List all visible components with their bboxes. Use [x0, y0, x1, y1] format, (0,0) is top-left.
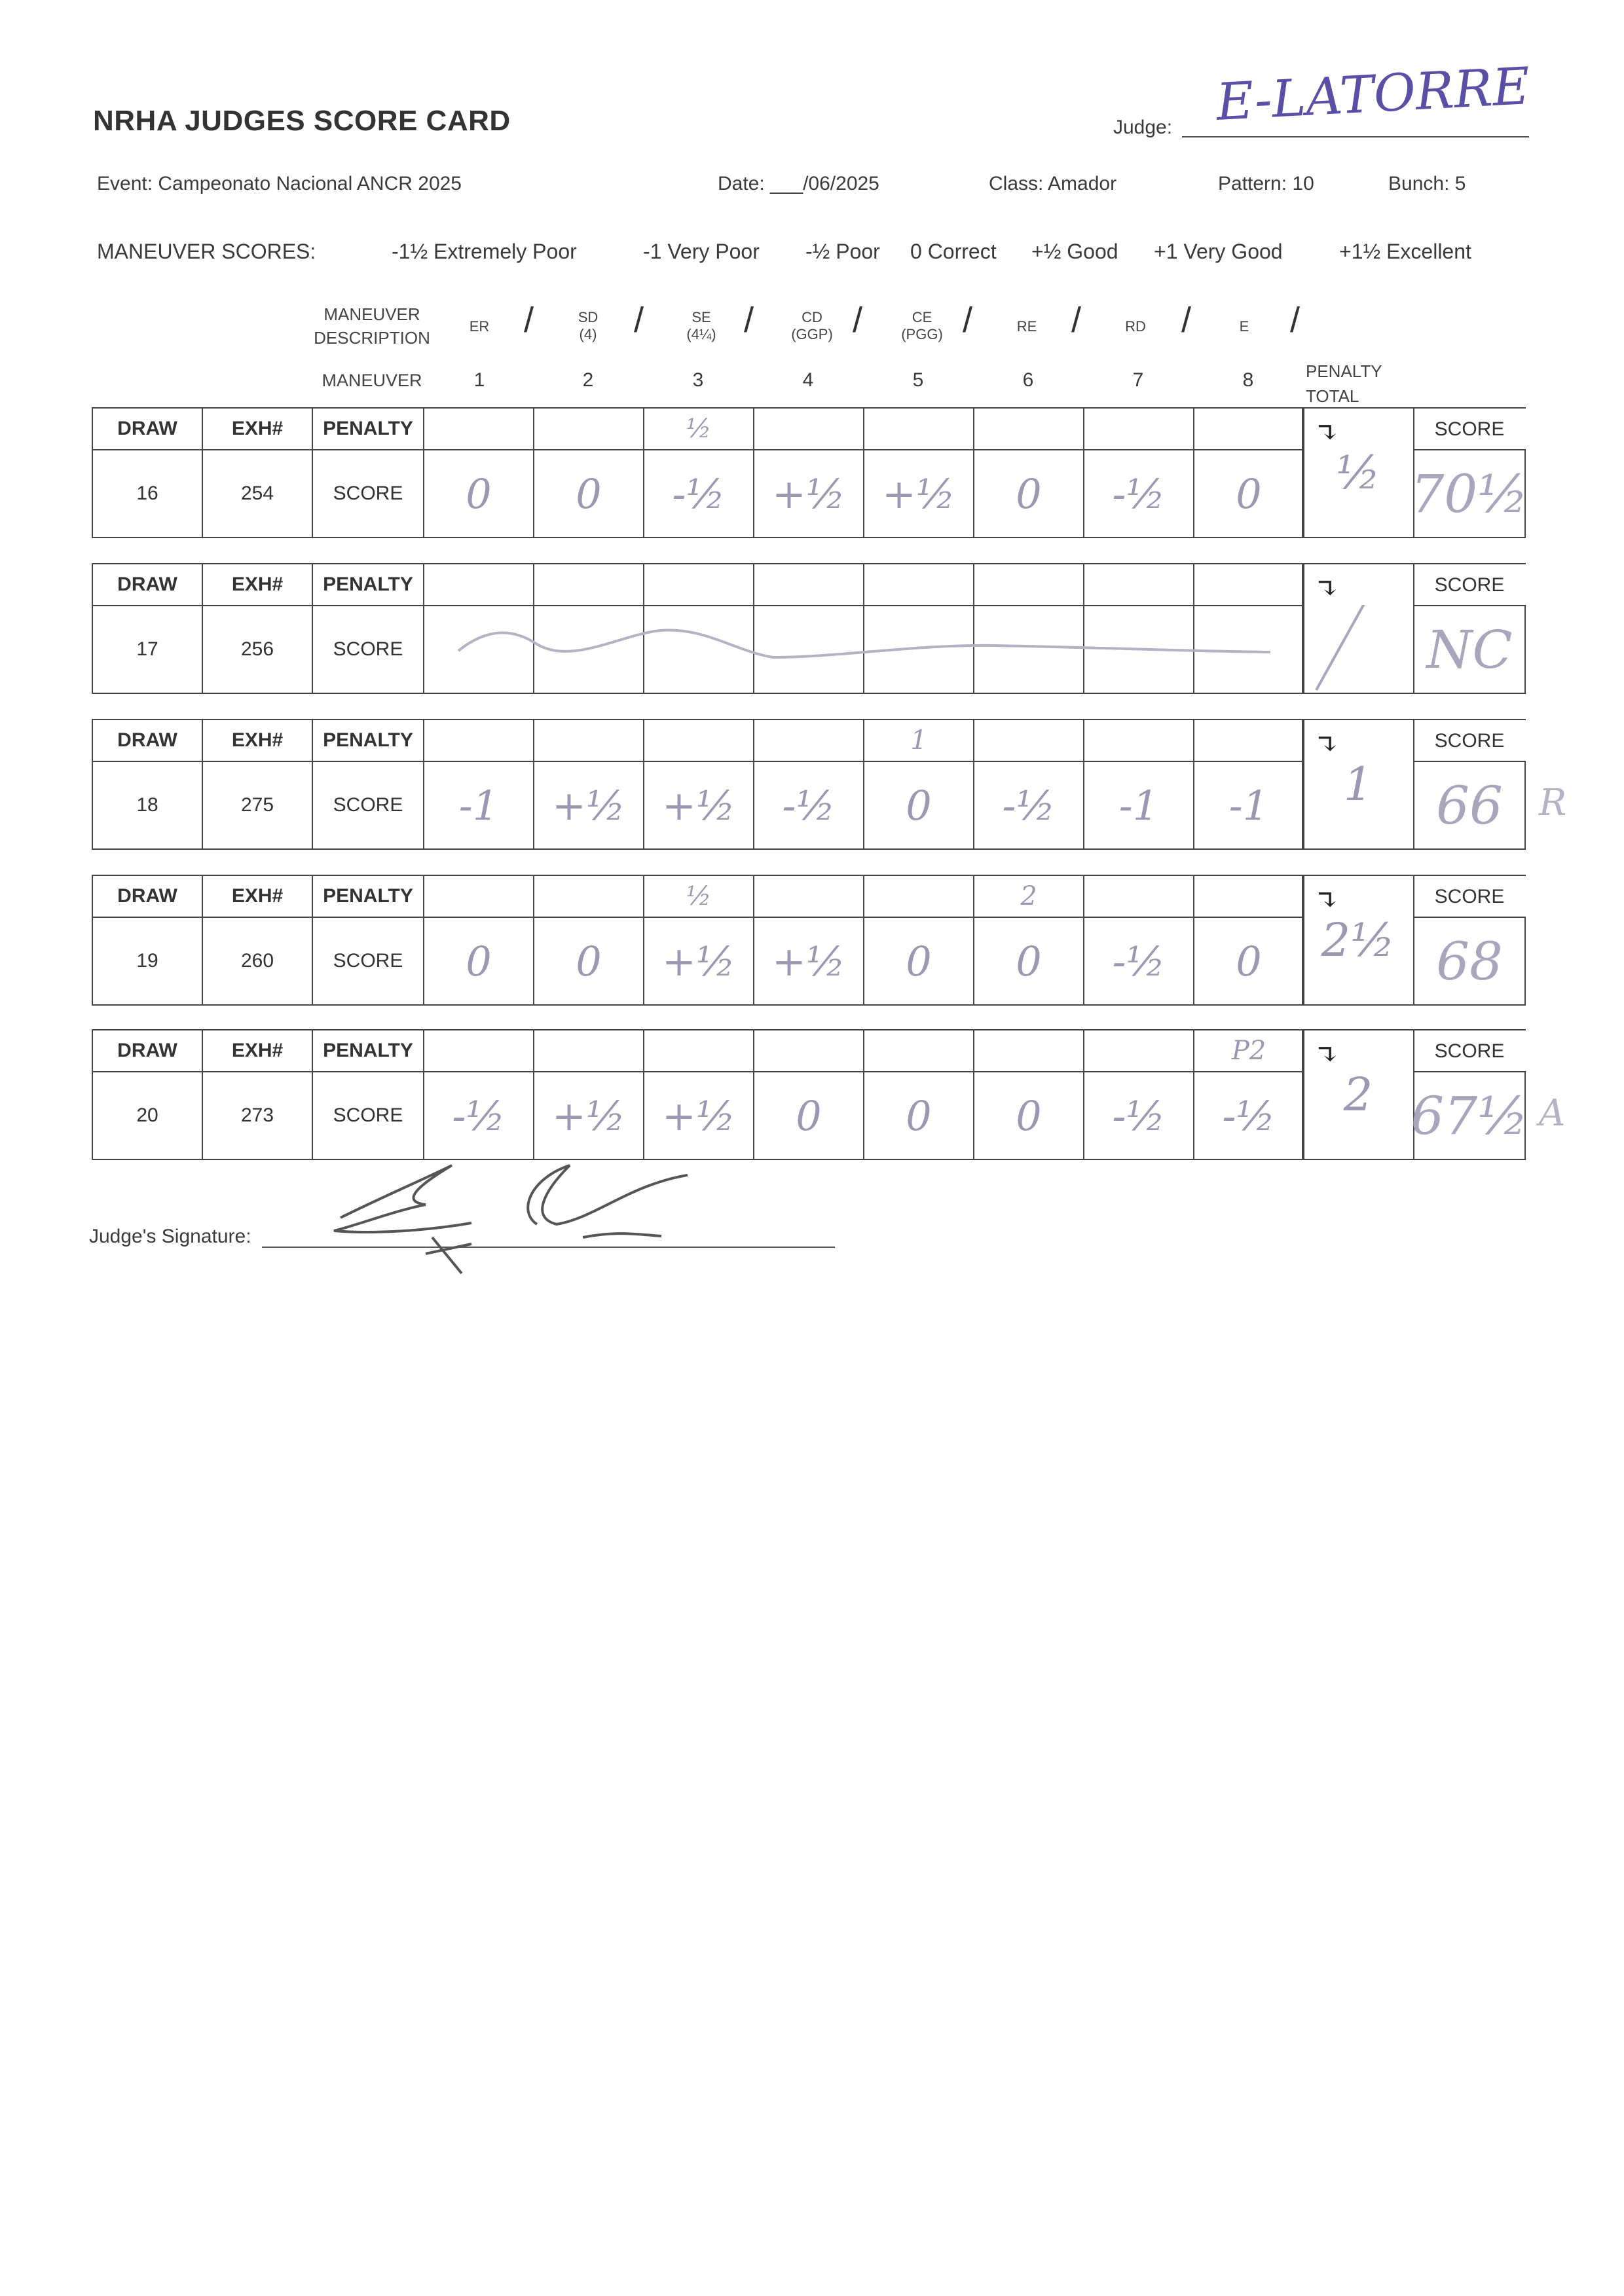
separator-slash: /: [1181, 301, 1192, 340]
maneuver-score-cell[interactable]: 0: [423, 449, 534, 538]
score-entry-block: [92, 1029, 1566, 1160]
code-text: RD: [1125, 318, 1146, 335]
code-text: CE: [912, 309, 932, 325]
maneuver-penalty-cell[interactable]: 1: [863, 719, 974, 762]
arrow-down-right-icon: ↴: [1315, 884, 1339, 917]
maneuver-score-cell[interactable]: 0: [1193, 449, 1304, 538]
maneuver-score-cell[interactable]: 0: [863, 1071, 974, 1160]
separator-slash: /: [744, 301, 754, 340]
maneuver-score-cell[interactable]: 0: [533, 917, 644, 1006]
draw-number: 20: [92, 1071, 203, 1160]
signature-label: Judge's Signature:: [89, 1226, 251, 1247]
exh-label: EXH#: [202, 1029, 313, 1072]
card-title: NRHA JUDGES SCORE CARD: [93, 105, 511, 137]
maneuver-penalty-cell[interactable]: [863, 1029, 974, 1072]
maneuver-penalty-cell[interactable]: ½: [643, 407, 754, 450]
maneuver-score-cell[interactable]: 0: [973, 917, 1084, 1006]
date-field: Date: ___/06/2025: [718, 173, 879, 194]
score-row-label: SCORE: [312, 1071, 424, 1160]
maneuver-penalty-cell[interactable]: [423, 875, 534, 918]
maneuver-score-cell[interactable]: 0: [423, 917, 534, 1006]
exh-number: 256: [202, 605, 313, 694]
exh-label: EXH#: [202, 563, 313, 606]
final-score-cell[interactable]: 66: [1413, 761, 1526, 850]
maneuver-penalty-cell[interactable]: [1193, 563, 1304, 606]
draw-number: 18: [92, 761, 203, 850]
exh-label: EXH#: [202, 875, 313, 918]
score-entry-block: [92, 875, 1526, 1006]
maneuver-code: [889, 309, 955, 343]
code-text: SD: [578, 309, 599, 325]
code-sub: (PGG): [901, 326, 943, 342]
maneuver-score-cell[interactable]: -½: [1083, 449, 1194, 538]
maneuver-penalty-cell[interactable]: [643, 1029, 754, 1072]
penalty-label: PENALTY: [312, 875, 424, 918]
maneuver-code: [779, 309, 845, 343]
maneuver-code: [453, 318, 506, 335]
maneuver-code: [1001, 318, 1053, 335]
maneuver-score-cell[interactable]: +½: [753, 917, 864, 1006]
maneuver-penalty-cell[interactable]: ½: [643, 875, 754, 918]
exh-number: 273: [202, 1071, 313, 1160]
maneuver-code: [1109, 318, 1162, 335]
penalty-total-label: [1306, 359, 1397, 409]
exh-number: 275: [202, 761, 313, 850]
maneuver-penalty-cell[interactable]: [423, 563, 534, 606]
maneuver-penalty-cell[interactable]: [863, 407, 974, 450]
maneuver-penalty-cell[interactable]: [973, 1029, 1084, 1072]
arrow-down-right-icon: ↴: [1315, 728, 1339, 761]
penalty-total-cell[interactable]: [1302, 407, 1414, 538]
maneuver-score-cell[interactable]: 0: [533, 449, 644, 538]
maneuver-penalty-cell[interactable]: [1193, 407, 1304, 450]
final-score-label: SCORE: [1413, 719, 1526, 762]
maneuver-penalty-cell[interactable]: [533, 1029, 644, 1072]
code-text: ER: [469, 318, 490, 335]
scale-item: +½ Good: [1031, 240, 1118, 263]
maneuver-score-cell[interactable]: -½: [1193, 1071, 1304, 1160]
maneuver-score-cell[interactable]: -½: [753, 761, 864, 850]
code-text: RE: [1016, 318, 1037, 335]
score-row-label: SCORE: [312, 917, 424, 1006]
maneuver-score-cell[interactable]: +½: [863, 449, 974, 538]
separator-slash: /: [963, 301, 973, 340]
penalty-total-value: ½: [1336, 446, 1380, 500]
score-entry-block: [92, 563, 1526, 694]
maneuver-number: 7: [1132, 369, 1144, 391]
arrow-down-right-icon: ↴: [1315, 416, 1339, 450]
penalty-total-value: 2½: [1321, 913, 1395, 967]
separator-slash: /: [634, 301, 644, 340]
penalty-total-line1: PENALTY: [1306, 361, 1382, 381]
maneuver-score-cell[interactable]: -½: [1083, 917, 1194, 1006]
separator-slash: /: [1071, 301, 1082, 340]
maneuver-row-label: MANEUVER: [322, 371, 422, 390]
maneuver-score-cell[interactable]: 0: [863, 761, 974, 850]
final-score-cell[interactable]: 67½: [1413, 1071, 1526, 1160]
draw-label: DRAW: [92, 1029, 203, 1072]
maneuver-number: 5: [912, 369, 924, 391]
maneuver-penalty-cell[interactable]: [1083, 1029, 1194, 1072]
maneuver-penalty-cell[interactable]: [643, 563, 754, 606]
penalty-label: PENALTY: [312, 719, 424, 762]
score-entry-block: [92, 719, 1567, 850]
maneuver-penalty-cell[interactable]: [753, 719, 864, 762]
exh-number: 254: [202, 449, 313, 538]
maneuver-penalty-cell[interactable]: [423, 719, 534, 762]
draw-number: 17: [92, 605, 203, 694]
maneuver-penalty-cell[interactable]: [973, 563, 1084, 606]
no-score-strike-line: [419, 605, 1401, 697]
maneuver-number: 1: [473, 369, 485, 391]
scale-item: 0 Correct: [910, 240, 997, 263]
exh-number: 260: [202, 917, 313, 1006]
maneuver-penalty-cell[interactable]: P2: [1193, 1029, 1304, 1072]
maneuver-number: 4: [802, 369, 814, 391]
scale-item: -1½ Extremely Poor: [392, 240, 577, 263]
score-annotation: A: [1539, 1092, 1566, 1135]
maneuver-penalty-cell[interactable]: [753, 875, 864, 918]
penalty-total-cell[interactable]: [1302, 719, 1414, 850]
arrow-down-right-icon: ↴: [1315, 1038, 1339, 1072]
maneuver-score-cell[interactable]: +½: [643, 917, 754, 1006]
draw-label: DRAW: [92, 875, 203, 918]
maneuver-penalty-cell[interactable]: [1083, 563, 1194, 606]
maneuver-penalty-cell[interactable]: [1193, 875, 1304, 918]
maneuver-score-cell[interactable]: -½: [1083, 1071, 1194, 1160]
code-text: CD: [802, 309, 822, 325]
maneuver-penalty-cell[interactable]: [753, 407, 864, 450]
maneuver-penalty-cell[interactable]: [1083, 407, 1194, 450]
draw-label: DRAW: [92, 563, 203, 606]
draw-number: 19: [92, 917, 203, 1006]
bunch-field: Bunch: 5: [1388, 173, 1466, 194]
code-text: SE: [692, 309, 711, 325]
maneuver-number: 2: [582, 369, 594, 391]
maneuver-score-cell[interactable]: +½: [643, 761, 754, 850]
score-row-label: SCORE: [312, 605, 424, 694]
maneuver-penalty-cell[interactable]: [973, 719, 1084, 762]
maneuver-description-label: [306, 302, 437, 350]
maneuver-score-cell[interactable]: -½: [423, 1071, 534, 1160]
maneuver-number: 6: [1022, 369, 1034, 391]
maneuver-code: [1218, 318, 1270, 335]
code-sub: (GGP): [791, 326, 833, 342]
maneuver-penalty-cell[interactable]: [863, 563, 974, 606]
penalty-total-line2: TOTAL: [1306, 386, 1359, 406]
maneuver-penalty-cell[interactable]: [533, 875, 644, 918]
score-row-label: SCORE: [312, 761, 424, 850]
maneuver-penalty-cell[interactable]: [423, 407, 534, 450]
desc-label-line2: DESCRIPTION: [314, 328, 430, 348]
maneuver-score-cell[interactable]: 0: [863, 917, 974, 1006]
score-annotation: R: [1539, 782, 1567, 824]
score-entry-block: [92, 407, 1526, 538]
arrow-down-right-icon: ↴: [1315, 572, 1339, 606]
judge-line: [1182, 136, 1529, 137]
maneuver-score-cell[interactable]: -1: [1193, 761, 1304, 850]
scale-item: -1 Very Poor: [643, 240, 760, 263]
separator-slash: /: [524, 301, 534, 340]
maneuver-score-cell[interactable]: +½: [643, 1071, 754, 1160]
maneuver-score-cell[interactable]: 0: [1193, 917, 1304, 1006]
judge-name-handwritten: E-LATORRE: [1215, 57, 1532, 132]
final-score-label: SCORE: [1413, 407, 1526, 450]
exh-label: EXH#: [202, 719, 313, 762]
penalty-label: PENALTY: [312, 1029, 424, 1072]
draw-number: 16: [92, 449, 203, 538]
maneuver-score-cell[interactable]: 0: [753, 1071, 864, 1160]
maneuver-number: 8: [1242, 369, 1254, 391]
judge-label: Judge:: [1113, 117, 1173, 138]
class-field: Class: Amador: [989, 173, 1117, 194]
maneuver-penalty-cell[interactable]: [533, 407, 644, 450]
maneuver-penalty-cell[interactable]: [1083, 875, 1194, 918]
penalty-label: PENALTY: [312, 563, 424, 606]
final-score-cell[interactable]: 70½: [1413, 449, 1526, 538]
maneuver-code: [672, 309, 731, 343]
draw-label: DRAW: [92, 407, 203, 450]
separator-slash: /: [1290, 301, 1301, 340]
final-score-label: SCORE: [1413, 1029, 1526, 1072]
final-score-label: SCORE: [1413, 875, 1526, 918]
pattern-field: Pattern: 10: [1218, 173, 1314, 194]
maneuver-penalty-cell[interactable]: 2: [973, 875, 1084, 918]
maneuver-number: 3: [692, 369, 704, 391]
score-row-label: SCORE: [312, 449, 424, 538]
judge-signature: [321, 1139, 688, 1296]
maneuver-score-cell[interactable]: -½: [643, 449, 754, 538]
final-score-label: SCORE: [1413, 563, 1526, 606]
maneuver-score-cell[interactable]: +½: [533, 1071, 644, 1160]
penalty-total-cell[interactable]: [1302, 1029, 1414, 1160]
maneuver-penalty-cell[interactable]: [973, 407, 1084, 450]
maneuver-penalty-cell[interactable]: [753, 563, 864, 606]
maneuver-penalty-cell[interactable]: [1083, 719, 1194, 762]
maneuver-score-cell[interactable]: -½: [973, 761, 1084, 850]
maneuver-penalty-cell[interactable]: [1193, 719, 1304, 762]
penalty-label: PENALTY: [312, 407, 424, 450]
code-sub: (4): [579, 326, 597, 342]
scale-item: -½ Poor: [805, 240, 880, 263]
final-score-cell[interactable]: NC: [1413, 605, 1526, 694]
exh-label: EXH#: [202, 407, 313, 450]
penalty-total-cell[interactable]: [1302, 875, 1414, 1006]
scale-item: +1½ Excellent: [1339, 240, 1471, 263]
scale-item: +1 Very Good: [1154, 240, 1283, 263]
maneuver-score-cell[interactable]: -1: [1083, 761, 1194, 850]
code-sub: (4¼): [686, 326, 716, 342]
separator-slash: /: [853, 301, 863, 340]
final-score-cell[interactable]: 68: [1413, 917, 1526, 1006]
event-field: Event: Campeonato Nacional ANCR 2025: [97, 173, 462, 194]
maneuver-score-cell[interactable]: +½: [753, 449, 864, 538]
code-text: E: [1239, 318, 1249, 335]
maneuver-scores-label: MANEUVER SCORES:: [97, 240, 316, 263]
maneuver-score-cell[interactable]: 0: [973, 1071, 1084, 1160]
maneuver-score-cell[interactable]: 0: [973, 449, 1084, 538]
maneuver-penalty-cell[interactable]: [533, 719, 644, 762]
penalty-total-value: 2: [1343, 1068, 1373, 1121]
draw-label: DRAW: [92, 719, 203, 762]
maneuver-score-cell[interactable]: -1: [423, 761, 534, 850]
maneuver-penalty-cell[interactable]: [533, 563, 644, 606]
desc-label-line1: MANEUVER: [323, 304, 420, 324]
maneuver-penalty-cell[interactable]: [753, 1029, 864, 1072]
maneuver-penalty-cell[interactable]: [863, 875, 974, 918]
maneuver-penalty-cell[interactable]: [423, 1029, 534, 1072]
maneuver-score-cell[interactable]: +½: [533, 761, 644, 850]
maneuver-penalty-cell[interactable]: [643, 719, 754, 762]
maneuver-code: [562, 309, 614, 343]
penalty-total-value: 1: [1343, 757, 1373, 811]
